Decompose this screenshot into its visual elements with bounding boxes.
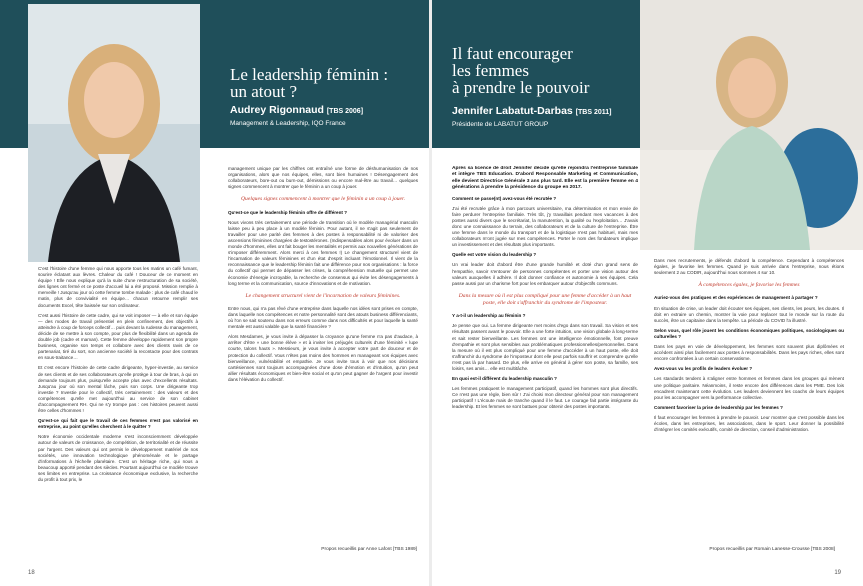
credit-right: Propos recueillis par Romain Lanesse-Crousse [TBS 2008] bbox=[709, 547, 835, 552]
question-heading: Qu'est-ce qui fait que le travail de ces femmes n'est pas valorisé en entreprise, au point qu'elles cherchent à le quitter ? bbox=[38, 418, 198, 430]
portrait-photo-right bbox=[640, 0, 863, 250]
paragraph: Il faut encourager les femmes à prendre le pouvoir. Leur montrer que c'est possible dans les écoles, dans les entreprises, les associations, dans le sport. Leur donner la possibilité d'intégrer les comités exécutifs, comité de direction, conseil d'administration. bbox=[654, 414, 844, 433]
pull-quote: Dans la mesure où il est plus compliqué pour une femme d'accéder à un haut poste, elle doit s'affranchir du syndrome de l'imposteur. bbox=[458, 292, 632, 307]
paragraph: J'ai été recrutée grâce à mon parcours universitaire, ma détermination et mon envie de faire perdurer l'entreprise familiale. Très tôt, j'y travaillais pendant mes vacances à des postes aussi divers que le secrétariat, la manutention, la qualité ou l'exploitation… J'avais donc une connaissance du terrain, des collaborateurs et de la culture de l'entreprise. Être une femme dans le monde du transport et de la logistique n'est pas habituel, mais mes collaborateurs m'ont jugée sur mes compétences. Porter le nom des fondateurs implique un investissement et des résultats plus importants. bbox=[452, 205, 638, 248]
author-role-right: Présidente de LABATUT GROUP bbox=[452, 121, 549, 128]
question-heading: Qu'est-ce que le leadership féminin offre de différent ? bbox=[228, 209, 348, 215]
page-number-left: 18 bbox=[28, 570, 35, 576]
question-heading: Comment se passe(nt) avez-vous été recrutée ? bbox=[452, 195, 557, 201]
author-name-left: Audrey Rigonnaud [TBS 2006] bbox=[230, 104, 364, 116]
question-heading: Comment favoriser la prise de leadership par les femmes ? bbox=[654, 404, 783, 410]
question-heading: Auriez-vous des pratiques et des expériences de management à partager ? bbox=[654, 295, 818, 301]
paragraph: Nous vivons très certainement une période de transition où le modèle managérial masculin laisse peu à peu place à un modèle féminin. Pour autant, il ne s'agit pas seulement de travailler pour une parité des femmes à des postes à responsabilité ni de valoriser des ascensions féminines chargées de testostérones. (Indispensables alors pour évoluer dans un monde d'hommes, elles ont fait bouger les mentalités et permis aux nouvelles générations de s'imposer différemment. Alors merci à ces femmes !) Le changement structurel vient de l'incarnation de valeurs féminines et d'un état d'esprit incluant l'émotionnel. Il vient de la reconnaissance que le leadership féminin fait une différence pour nos organisations : la force du collectif qui permet de dépasser les crises, la compréhension mutuelle qui permet une économie d'énergie incroyable, la recherche de consensus qui évite les désengagements à long terme et la communication, source d'innovations et de motivation. bbox=[228, 219, 418, 286]
credit-left: Propos recueillis par Anne Lafont [TBS 1989] bbox=[321, 547, 417, 552]
article-title-left: Le leadership féminin : un atout ? bbox=[230, 65, 389, 101]
pull-quote: À compétences égales, je favorise les femmes bbox=[698, 282, 800, 289]
portrait-photo-left bbox=[28, 4, 200, 262]
pull-quote: Quelques signes commencent à montrer que le féminin a un coup à jouer. bbox=[241, 196, 405, 203]
paragraph: C'est aussi l'histoire de cette cadre, qui se voit imposer — à elle et son équipe — des modes de travail présentiel en plein confinement, des objectifs à atteindre à coup de forceps collectif… puis devant la rudesse du management, décide de se mettre à son compte, pour plus de flexibilité dans un agenda de double job (cadre et maman). Cette femme développe rapidement son propre business, organise son temps et collabore avec des clients ravis de ce partenariat, tiré du sort, son ancienne société la recontacte pour des contrats en sous-traitance… bbox=[38, 312, 198, 361]
paragraph: Alors Mesdames, je vous invite à dépasser la croyance qu'une femme n'a pas d'audace, à arrêter d'être « une bonne élève » et à inviter les préjugés culturels d'une féminité « lupe courte, talons hauts ». Messieurs, je vous invite à accepter votre part de douceur et de protection du collectif. Vous n'êtes pas moins des hommes en manageant vos équipes avec bienveillance, vulnérabilité et empathie. Je vous invite tous à voir que nos décisions cartésiennes sont toujours accompagnées d'une dose d'émotion et d'intuition, qu'on peut allier résultats économiques et bien-être social et qu'on peut gagner de l'argent pour investir dans l'élévation du collectif. bbox=[228, 334, 418, 382]
paragraph: Je pense que oui. La femme dirigeante met moins d'ego dans son travail. Sa vision et ses résultats passent avant le pouvoir. Elle a une forte intuition, une vision globale à long-terme et sait rester bienveillante. Les femmes ont une intelligence émotionnelle, font preuve d'empathie et sont plus sensibles aux problématiques professionnelles/personnelles. Dans la mesure où il est plus compliqué pour une femme d'accéder à un haut poste, elle doit s'affranchir du syndrome de l'imposteur dont elle peut parfois souffrir et comprendre qu'elle n'est pas là par hasard. De plus, elle arrive en général à gérer son poste, sa famille, ses loisirs, ses amis… elle est multitâche. bbox=[452, 323, 638, 371]
right-page bbox=[432, 0, 863, 586]
right-column-1 bbox=[452, 166, 638, 566]
paragraph: management unique par les chiffres ont entraîné une forme de déshumanisation de nos organisations, alors que nos équipes, elles, sont bien humaines ! Désengagement des collaborateurs, bore-out ou burn-out, démissions ou encore mal-être au travail… quelques signes commencent à montrer que le féminin a un coup à jouer. bbox=[228, 166, 418, 190]
paragraph: Dans mes recrutements, je défends d'abord la compétence. Cependant à compétences égales, je favorise les femmes. Quand je suis arrivée dans l'entreprise, nous étions seulement 2 au CODIR, aujourd'hui nous sommes 4 sur 10. bbox=[654, 258, 844, 276]
left-page bbox=[0, 0, 429, 586]
question-heading: En quoi est-il différent du leadership masculin ? bbox=[452, 376, 557, 382]
question-heading: Quelle est votre vision du leadership ? bbox=[452, 252, 537, 258]
left-column-1 bbox=[38, 266, 198, 576]
paragraph: Les femmes pratiquent le management participatif, quand les hommes sont plus directifs. Ce n'est pas une règle, bien sûr ! J'ai choisi mon directeur général pour son management participatif ! L'écoute mais de tranche quand il le faut. Le courage fait partie intégrante du leadership. Et les femmes se sont battues pour obtenir des postes importants. bbox=[452, 386, 638, 410]
page-number-right: 19 bbox=[834, 570, 841, 576]
paragraph: En situation de crise, un leader doit écouter ses équipes, ses clients, les peurs, les doutes. Il doit en extraire un chemin, montrer la voie pour replacer tout le monde sur la route du succès, être un capitaine dans la tempête. La période du COVID l'a illustré. bbox=[654, 305, 844, 323]
lead-paragraph: Après sa licence de droit Jennifer décide qu'elle rejoindra l'entreprise familiale et intègre TBS Education. D'abord Responsable Marketing et Communication, elle devient Directrice Générale 3 ans plus tard. Elle est la première femme en 4 générations à prendre la présidence du groupe en 2017. bbox=[452, 166, 638, 191]
question-heading: Y a-t-il un leadership au féminin ? bbox=[452, 313, 526, 319]
pull-quote: Le changement structurel vient de l'incarnation de valeurs féminines. bbox=[245, 292, 401, 299]
question-heading: Selon vous, quel rôle jouent les conditions économiques politiques, sociologiques ou culturelles ? bbox=[654, 327, 844, 339]
article-title-right: Il faut encourager les femmes à prendre le pouvoir bbox=[452, 44, 590, 97]
paragraph: Entre nous, qui n'a pas rêvé d'une entreprise dans laquelle nos idées sont prises en compte, dans laquelle nos compétences et notre personnalité sont des atouts business différenciants, où l'on se sait soutenu dans nos erreurs comme dans nos difficultés et pour laquelle la santé mentale est aussi valable que la santé financière ? bbox=[228, 305, 418, 330]
paragraph: Les standards tendent à s'aligner entre hommes et femmes dans les groupes qui mènent une politique paritaire. Néanmoins, il reste encore des différences dans les PME. Des lois encadrent maintenant cette évolution. Les leaders deviennent les coachs de leurs équipes pour les accompagner vers la performance collective. bbox=[654, 376, 844, 400]
paragraph: Dans les pays en voie de développement, les femmes sont souvent plus diplômées et accèdent ainsi plus facilement aux postes à responsabilités. Dans les pays riches, elles sont encore confrontées à un certain conservatisme. bbox=[654, 344, 844, 362]
paragraph: Un vrai leader doit d'abord être d'une grande humilité et doté d'un grand sens de l'empathie, savoir s'entourer de personnes compétentes et porter une vision autour des valeurs auxquelles il adhère. Il doit donner confiance et autonomie à ses équipes. Cela passe aussi par un charisme fort pour les embarquer autour d'objectifs communs. bbox=[452, 262, 638, 286]
paragraph: Et c'est encore l'histoire de cette cadre dirigeante, hyper-investie, au service de ses clients et de ses collaborateurs qu'elle protège à tour de bras, à qui on demande toujours plus, puisqu'elle accepte plus avec d'excellents résultats. Jusqu'au jour où son mental lâche, puis son corps. Une dirigeante trop investie ? Investie pour le collectif, très certainement : des valeurs et des compétences qu'elle met aujourd'hui au service de son cabinet d'accompagnement RH. Qui ne s'y trompe pas : ces histoires peuvent aussi être celles d'hommes ! bbox=[38, 365, 198, 414]
paragraph: C'est l'histoire d'une femme qui nous apporte tous les matins un café fumant, sourire éclatant aux lèvres. Chaleur du café ! Douceur de ce moment en équipe ! Elle nous explique qu'à la suite d'une restructuration de sa société, des lignes ont fermé et ce poste d'accueil lui a été proposé. Mission remplie à merveille ! Jusqu'au jour où cette femme tombe malade : plus de café chaud le matin, plus de convivialité en équipe… chacun retourne remplir ses documents Excel, tête baissée sur son ordinateur. bbox=[38, 266, 198, 308]
question-heading: Avez-vous vu les profils de leaders évoluer ? bbox=[654, 366, 753, 372]
author-role-left: Management & Leadership, IQO France bbox=[230, 120, 346, 127]
paragraph: Notre économie occidentale moderne s'est inconsciemment développée autour de valeurs de croissance, de compétition, de territorialité et de réussite par l'argent. Des valeurs qui ont permis le développement matériel de nos sociétés, une innovation technologique phénoménale et le partage d'informations à l'échelle planétaire. C'est un héritage riche, qui nous a beaucoup apporté pendant des siècles. Pourtant aujourd'hui ce modèle trouve ses limites en entreprise. La croissance économique exclusive, la recherche du profit à tout prix, le bbox=[38, 434, 198, 482]
right-column-2 bbox=[654, 258, 844, 548]
author-name-right: Jennifer Labatut-Darbas [TBS 2011] bbox=[452, 105, 612, 117]
left-column-2 bbox=[228, 166, 418, 556]
